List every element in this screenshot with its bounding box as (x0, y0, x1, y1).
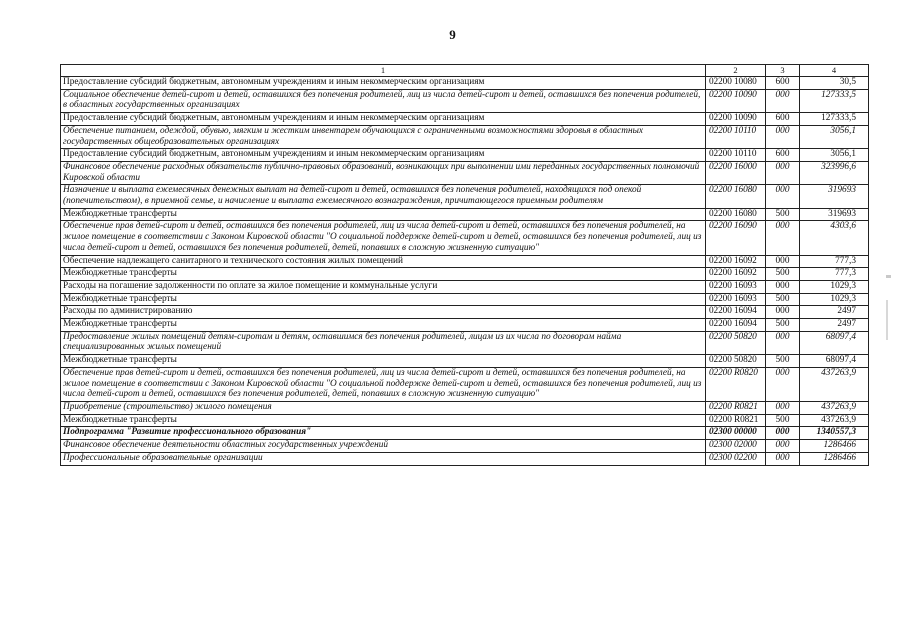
table-row (61, 414, 869, 427)
column-number-header (61, 65, 869, 77)
row-code-cell: 02200 50820 (706, 331, 766, 354)
row-name-cell: Межбюджетные трансферты (61, 293, 706, 306)
row-sum-cell: 4303,6 (800, 221, 869, 255)
budget-table-body (61, 65, 869, 466)
row-name-cell: Финансовое обеспечение расходных обязательств публично-правовых образований, возникающих при выполнении ими переданных государственных полномочий Кировской области (61, 161, 706, 184)
table-row (61, 208, 869, 221)
table-row (61, 401, 869, 414)
row-code-cell: 02200 R0820 (706, 367, 766, 401)
row-sum-cell: 3056,1 (800, 125, 869, 148)
row-expense-type-cell: 000 (766, 440, 800, 453)
row-code-cell: 02200 16094 (706, 306, 766, 319)
row-name-cell: Межбюджетные трансферты (61, 208, 706, 221)
row-sum-cell: 777,3 (800, 268, 869, 281)
row-sum-cell: 1029,3 (800, 280, 869, 293)
row-name-cell: Расходы на погашение задолженности по оплате за жилое помещение и коммунальные услуги (61, 280, 706, 293)
row-name-cell: Расходы по администрированию (61, 306, 706, 319)
table-row (61, 268, 869, 281)
table-row (61, 440, 869, 453)
row-name-cell: Предоставление субсидий бюджетным, автономным учреждениям и иным некоммерческим организациям (61, 77, 706, 90)
row-code-cell: 02200 50820 (706, 355, 766, 368)
header-col-1: 1 (61, 65, 706, 77)
table-row (61, 331, 869, 354)
row-code-cell: 02200 10110 (706, 125, 766, 148)
row-sum-cell: 68097,4 (800, 331, 869, 354)
row-name-cell: Приобретение (строительство) жилого помещения (61, 401, 706, 414)
row-code-cell: 02200 10110 (706, 149, 766, 162)
row-code-cell: 02200 16093 (706, 280, 766, 293)
row-sum-cell: 2497 (800, 306, 869, 319)
scan-mark (886, 275, 891, 278)
row-sum-cell: 437263,9 (800, 367, 869, 401)
row-expense-type-cell: 500 (766, 268, 800, 281)
row-expense-type-cell: 000 (766, 306, 800, 319)
row-expense-type-cell: 000 (766, 367, 800, 401)
row-expense-type-cell: 000 (766, 161, 800, 184)
table-row (61, 255, 869, 268)
table-row (61, 306, 869, 319)
row-expense-type-cell: 000 (766, 331, 800, 354)
row-expense-type-cell: 500 (766, 293, 800, 306)
row-expense-type-cell: 500 (766, 208, 800, 221)
table-row (61, 367, 869, 401)
table-row (61, 355, 869, 368)
scan-mark (886, 300, 888, 340)
table-row (61, 125, 869, 148)
row-code-cell: 02200 16080 (706, 185, 766, 208)
budget-table (60, 64, 869, 466)
table-row (61, 161, 869, 184)
table-row (61, 452, 869, 465)
table-row (61, 319, 869, 332)
row-expense-type-cell: 000 (766, 401, 800, 414)
row-code-cell: 02200 16094 (706, 319, 766, 332)
row-code-cell: 02300 02000 (706, 440, 766, 453)
row-sum-cell: 437263,9 (800, 414, 869, 427)
row-sum-cell: 323996,6 (800, 161, 869, 184)
row-name-cell: Предоставление жилых помещений детям-сиротам и детям, оставшимся без попечения родителей, лицам из их числа по договорам найма специализированных жилых помещений (61, 331, 706, 354)
row-expense-type-cell: 000 (766, 280, 800, 293)
header-col-3: 3 (766, 65, 800, 77)
row-expense-type-cell: 000 (766, 125, 800, 148)
row-name-cell: Назначение и выплата ежемесячных денежных выплат на детей-сирот и детей, оставшихся без попечения родителей, находящихся под опекой (попечительством), в приемной семье, и начисление и выплата ежемесячного вознаграждения, причитающегося приемным родителям (61, 185, 706, 208)
row-code-cell: 02200 16000 (706, 161, 766, 184)
row-expense-type-cell: 600 (766, 149, 800, 162)
row-code-cell: 02200 10090 (706, 89, 766, 112)
row-expense-type-cell: 500 (766, 355, 800, 368)
row-code-cell: 02300 00000 (706, 427, 766, 440)
row-code-cell: 02200 R0821 (706, 401, 766, 414)
row-name-cell: Межбюджетные трансферты (61, 355, 706, 368)
row-name-cell: Обеспечение питанием, одеждой, обувью, мягким и жестким инвентарем обучающихся с ограниченными возможностями здоровья в областных государственных общеобразовательных организациях (61, 125, 706, 148)
row-expense-type-cell: 000 (766, 427, 800, 440)
row-name-cell: Предоставление субсидий бюджетным, автономным учреждениям и иным некоммерческим организациям (61, 113, 706, 126)
row-sum-cell: 1029,3 (800, 293, 869, 306)
row-name-cell: Межбюджетные трансферты (61, 268, 706, 281)
row-name-cell: Обеспечение надлежащего санитарного и технического состояния жилых помещений (61, 255, 706, 268)
row-code-cell: 02200 10080 (706, 77, 766, 90)
row-sum-cell: 319693 (800, 208, 869, 221)
header-col-2: 2 (706, 65, 766, 77)
row-expense-type-cell: 600 (766, 113, 800, 126)
row-name-cell: Профессиональные образовательные организации (61, 452, 706, 465)
row-sum-cell: 2497 (800, 319, 869, 332)
table-row (61, 280, 869, 293)
row-sum-cell: 127333,5 (800, 113, 869, 126)
table-row (61, 185, 869, 208)
row-expense-type-cell: 000 (766, 452, 800, 465)
row-code-cell: 02200 16093 (706, 293, 766, 306)
row-sum-cell: 127333,5 (800, 89, 869, 112)
row-expense-type-cell: 000 (766, 255, 800, 268)
row-code-cell: 02200 16092 (706, 255, 766, 268)
row-name-cell: Межбюджетные трансферты (61, 414, 706, 427)
row-expense-type-cell: 000 (766, 89, 800, 112)
table-row (61, 427, 869, 440)
row-code-cell: 02300 02200 (706, 452, 766, 465)
table-row (61, 113, 869, 126)
row-name-cell: Предоставление субсидий бюджетным, автономным учреждениям и иным некоммерческим организациям (61, 149, 706, 162)
row-code-cell: 02200 16090 (706, 221, 766, 255)
row-name-cell: Обеспечение прав детей-сирот и детей, оставшихся без попечения родителей, лиц из числа детей-сирот и детей, оставшихся без попечения родителей, на жилое помещение в соответствии с Законом Кировской области "О социальной поддержке детей-сирот и детей, оставшихся без попечения родителей, лиц из числа детей-сирот и детей, оставшихся без попечения родителей, детей, попавших в сложную жизненную ситуацию" (61, 367, 706, 401)
table-row (61, 149, 869, 162)
row-name-cell: Подпрограмма "Развитие профессионального образования" (61, 427, 706, 440)
row-sum-cell: 437263,9 (800, 401, 869, 414)
page-number: 9 (449, 27, 456, 42)
row-sum-cell: 1340557,3 (800, 427, 869, 440)
row-code-cell: 02200 10090 (706, 113, 766, 126)
row-sum-cell: 68097,4 (800, 355, 869, 368)
row-sum-cell: 319693 (800, 185, 869, 208)
table-row (61, 77, 869, 90)
row-name-cell: Обеспечение прав детей-сирот и детей, оставшихся без попечения родителей, лиц из числа детей-сирот и детей, оставшихся без попечения родителей, на жилое помещение в соответствии с Законом Кировской области "О социальной поддержке детей-сирот и детей, оставшихся без попечения родителей, лиц из числа детей-сирот и детей, оставшихся без попечения родителей, детей, попавших в сложную жизненную ситуацию" (61, 221, 706, 255)
row-expense-type-cell: 500 (766, 414, 800, 427)
row-name-cell: Социальное обеспечение детей-сирот и детей, оставшихся без попечения родителей, лиц из числа детей-сирот и детей, оставшихся без попечения родителей, в областных государственных организациях (61, 89, 706, 112)
row-sum-cell: 1286466 (800, 440, 869, 453)
row-expense-type-cell: 000 (766, 185, 800, 208)
row-code-cell: 02200 R0821 (706, 414, 766, 427)
header-col-4: 4 (800, 65, 869, 77)
row-sum-cell: 3056,1 (800, 149, 869, 162)
row-expense-type-cell: 500 (766, 319, 800, 332)
row-expense-type-cell: 000 (766, 221, 800, 255)
table-row (61, 293, 869, 306)
row-sum-cell: 1286466 (800, 452, 869, 465)
row-sum-cell: 30,5 (800, 77, 869, 90)
table-row (61, 221, 869, 255)
table-row (61, 89, 869, 112)
row-sum-cell: 777,3 (800, 255, 869, 268)
row-name-cell: Межбюджетные трансферты (61, 319, 706, 332)
row-code-cell: 02200 16092 (706, 268, 766, 281)
row-name-cell: Финансовое обеспечение деятельности областных государственных учреждений (61, 440, 706, 453)
row-code-cell: 02200 16080 (706, 208, 766, 221)
row-expense-type-cell: 600 (766, 77, 800, 90)
